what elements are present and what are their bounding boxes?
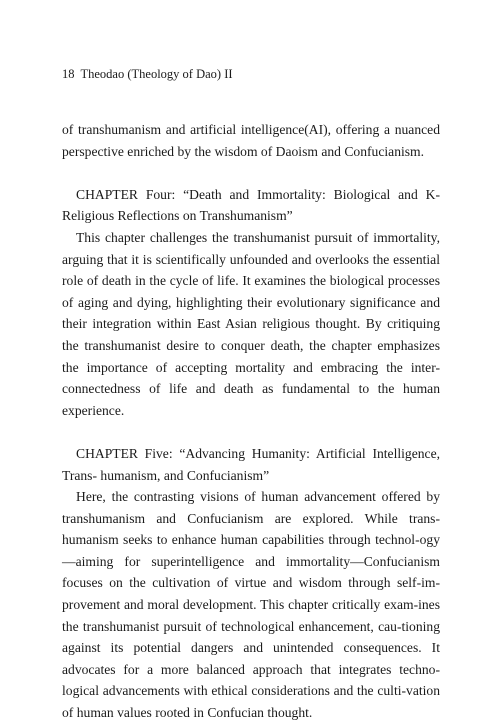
continuation-paragraph: of transhumanism and artificial intelligence(AI), offering a nuanced perspective enriched by the wisdom of Daoism and Confucianism. — [62, 122, 440, 159]
running-head — [62, 66, 233, 82]
chapter-five-heading: CHAPTER Five: “Advancing Humanity: Artificial Intelligence, Trans- humanism, and Confucianism” — [62, 445, 440, 483]
running-head-title: Theodao (Theology of Dao) II — [80, 67, 233, 81]
chapter-five-summary: Here, the contrasting visions of human advancement offered by transhumanism and Confucianism are explored. While trans-humanism seeks to enhance human capabilities through technol-ogy—aiming for superintelligence and immortality—Confucianism focuses on the cultivation of virtue and wisdom through self-im-provement and moral development. This chapter critically exam-ines the transhumanist pursuit of technological enhancement, cau-tioning against its potential dangers and unintended consequences. It advocates for a more balanced approach that integrates techno-logical advancements with ethical considerations and the culti-vation of human values rooted in Confucian thought. — [62, 489, 440, 721]
page-number: 18 — [62, 67, 75, 81]
chapter-four-heading: CHAPTER Four: “Death and Immortality: Biological and K-Religious Reflections on Transhumanism” — [62, 186, 440, 224]
chapter-four-summary: This chapter challenges the transhumanist pursuit of immortality, arguing that it is scientifically unfounded and overlooks the essential role of death in the cycle of life. It examines the biological processes of aging and dying, highlighting their evolutionary significance and their integration within East Asian religious thought. By critiquing the transhumanist desire to conquer death, the chapter emphasizes the importance of accepting mortality and embracing the inter-connectedness of life and death as fundamental to the human experience. — [62, 229, 440, 418]
body-text — [62, 119, 440, 724]
